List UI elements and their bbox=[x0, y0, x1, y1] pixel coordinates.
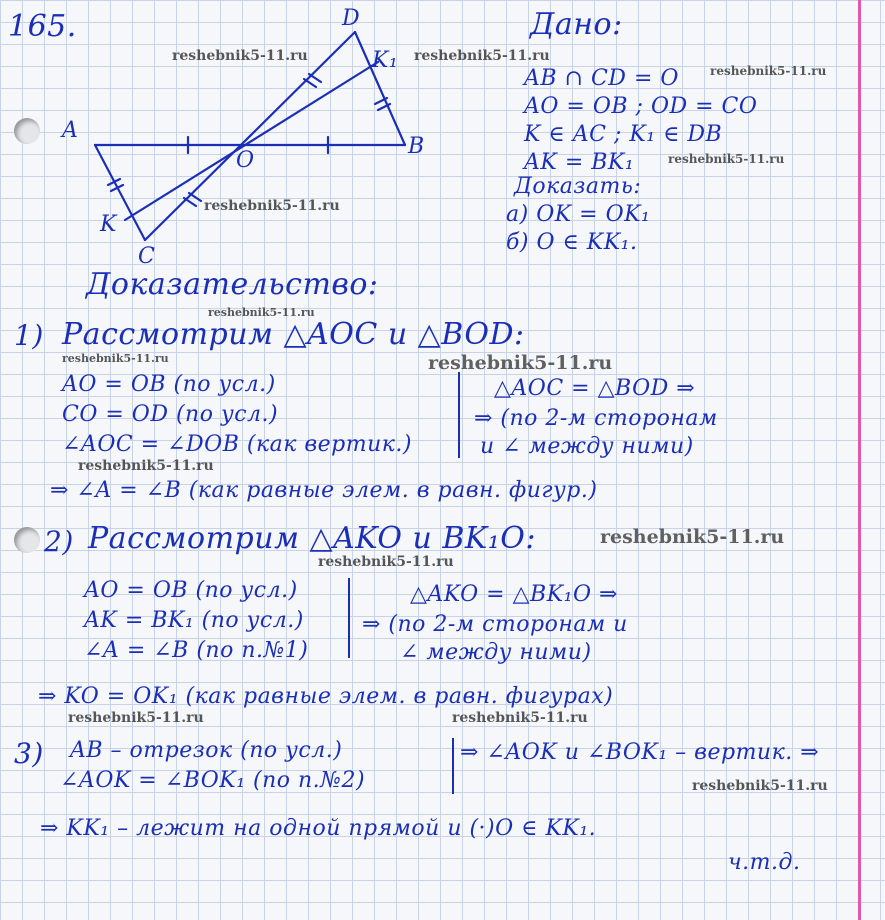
separator-bar bbox=[452, 738, 454, 794]
watermark: reshebnik5-11.ru bbox=[172, 48, 308, 64]
step-left-line: AO = OB (по усл.) bbox=[62, 372, 276, 397]
step-number: 1) bbox=[14, 319, 44, 352]
label-o: O bbox=[236, 148, 255, 173]
tick-od bbox=[309, 74, 321, 82]
step-left-line: AB – отрезок (по усл.) bbox=[70, 738, 343, 763]
watermark: reshebnik5-11.ru bbox=[710, 64, 827, 78]
watermark: reshebnik5-11.ru bbox=[318, 554, 454, 570]
watermark: reshebnik5-11.ru bbox=[452, 710, 588, 726]
label-d: D bbox=[342, 6, 361, 31]
label-k: K bbox=[100, 212, 117, 237]
step-left-line: ∠A = ∠B (по п.№1) bbox=[84, 638, 309, 663]
prove-line: б) O ∈ KK₁. bbox=[506, 230, 638, 255]
label-a: A bbox=[62, 118, 79, 143]
step-conclusion: ⇒ KO = OK₁ (как равные элем. в равн. фигурах) bbox=[38, 684, 614, 709]
step-right-line: ∠ между ними) bbox=[400, 640, 592, 665]
separator-bar bbox=[348, 578, 350, 658]
problem-number: 165. bbox=[8, 9, 77, 44]
separator-bar bbox=[458, 372, 460, 458]
prove-line: а) OK = OK₁ bbox=[506, 202, 651, 227]
watermark: reshebnik5-11.ru bbox=[208, 306, 315, 319]
given-title: Дано: bbox=[530, 7, 623, 42]
label-c: C bbox=[138, 244, 156, 269]
step-left-line: ∠AOK = ∠BOK₁ (по п.№2) bbox=[60, 768, 366, 793]
step-conclusion: ⇒ ∠A = ∠B (как равные элем. в равн. фигур.) bbox=[50, 478, 598, 503]
step-heading: Рассмотрим △AOC и △BOD: bbox=[62, 317, 525, 352]
step-left-line: AK = BK₁ (по усл.) bbox=[84, 608, 304, 633]
tick-od bbox=[304, 79, 316, 87]
step-right-line: ⇒ (по 2-м сторонам и bbox=[362, 612, 628, 637]
given-line: AK = BK₁ bbox=[524, 150, 635, 175]
watermark: reshebnik5-11.ru bbox=[668, 152, 785, 166]
watermark: reshebnik5-11.ru bbox=[78, 458, 214, 474]
given-line: AB ∩ CD = O bbox=[524, 66, 679, 91]
step-right-line: ⇒ ∠AOK и ∠BOK₁ – вертик. ⇒ bbox=[460, 740, 820, 765]
tick-oc bbox=[189, 193, 201, 201]
step-left-line: AO = OB (по усл.) bbox=[84, 578, 298, 603]
step-right-line: ⇒ (по 2-м сторонам bbox=[474, 406, 718, 431]
step-right-line: и ∠ между ними) bbox=[480, 434, 694, 459]
watermark: reshebnik5-11.ru bbox=[68, 710, 204, 726]
step-conclusion: ⇒ KK₁ – лежит на одной прямой и (·)O ∈ KK₁. bbox=[40, 816, 597, 841]
watermark: reshebnik5-11.ru bbox=[600, 526, 785, 548]
step-heading: Рассмотрим △AKO и BK₁O: bbox=[88, 521, 537, 556]
watermark: reshebnik5-11.ru bbox=[204, 198, 340, 214]
prove-title: Доказать: bbox=[514, 174, 642, 199]
step-right-line: △AKO = △BK₁O ⇒ bbox=[410, 582, 618, 607]
watermark: reshebnik5-11.ru bbox=[428, 352, 613, 374]
segment-kk1 bbox=[125, 62, 378, 220]
qed-mark: ч.т.д. bbox=[728, 850, 801, 875]
step-number: 3) bbox=[14, 737, 44, 770]
tick-oc bbox=[184, 198, 196, 206]
watermark: reshebnik5-11.ru bbox=[414, 48, 550, 64]
given-line: AO = OB ; OD = CO bbox=[524, 94, 758, 119]
label-b: B bbox=[408, 134, 425, 159]
watermark: reshebnik5-11.ru bbox=[692, 778, 828, 794]
step-left-line: CO = OD (по усл.) bbox=[62, 402, 279, 427]
step-left-line: ∠AOC = ∠DOB (как вертик.) bbox=[62, 432, 412, 457]
watermark: reshebnik5-11.ru bbox=[62, 352, 169, 365]
given-line: K ∈ AC ; K₁ ∈ DB bbox=[524, 122, 723, 147]
step-number: 2) bbox=[44, 525, 74, 558]
label-k1: K₁ bbox=[372, 48, 399, 73]
step-right-line: △AOC = △BOD ⇒ bbox=[494, 376, 696, 401]
proof-title: Доказательство: bbox=[86, 267, 379, 302]
